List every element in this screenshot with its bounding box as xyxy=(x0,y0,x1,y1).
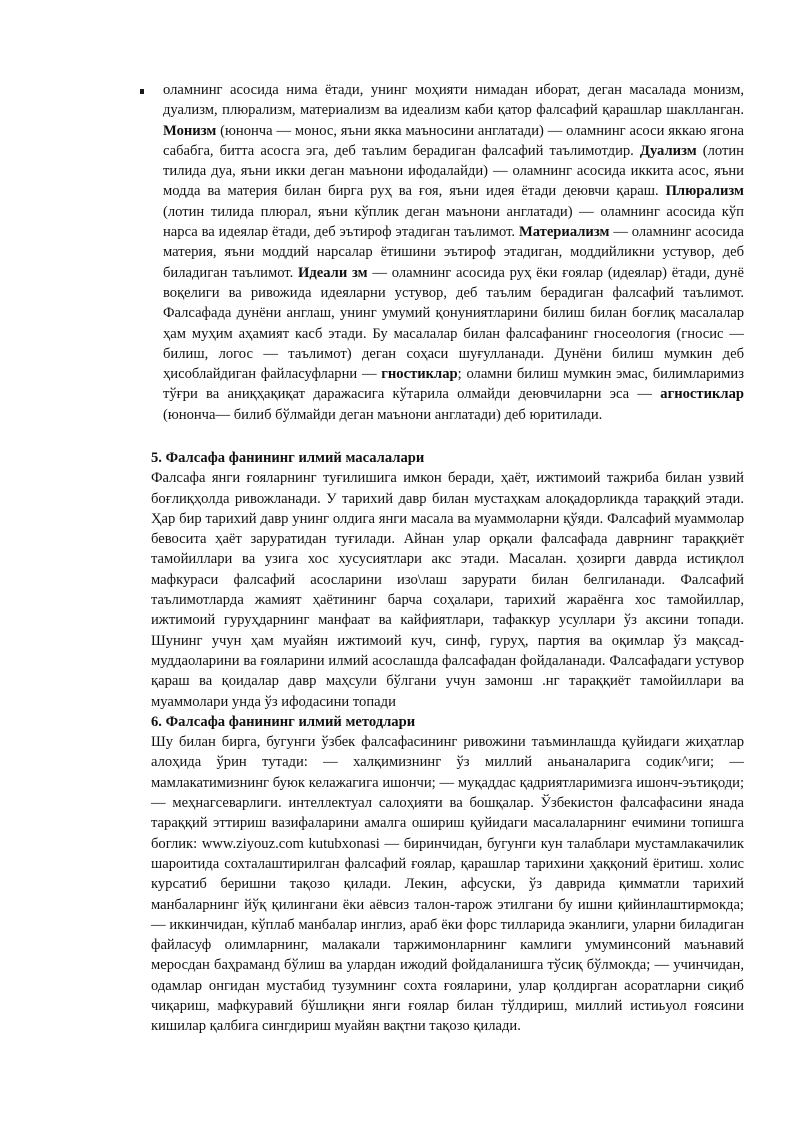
term-idealism: Идеали зм xyxy=(298,264,368,281)
section-6-body: Шу билан бирга, бугунги ўзбек фалсафасининг ривожини таъминлашда қуйидаги жиҳатлар алоҳида ўрин тутади: — халқимизнинг ўз миллий аньаналарига содик^иги; — мамлакатимизнинг буюк келажагига ишончи; — муқаддас қадриятларимизга ишонч-эътиқоди; — меҳнагсеварлиги. интеллектуал салоҳияти ва бошқалар. Ўзбекистон фалсафасини янада тараққий эттириш вазифаларини амалга ошириш қуйидаги масалаларнинг ечимини топишга боглик: www.ziyouz.com kutubxonasi — биринчидан, бугунги кун талаблари мустамлакачилик шароитида сохталаштирилган фалсафий ғоялар, қарашлар тарихини ҳаққоний ёритиш. холис курсатиб беришни тақозо қилади. Лекин, афсуски, ўз даврида қимматли тарихий манбаларнинг йўқ қилингани ёки аёвсиз талон-тарож этилгани бу ишни қийинлаштирмокда; — иккинчидан, кўплаб манбалар инглиз, араб ёки форс тилларида эканлиги, уларни биладиган файласуф олимларнинг, малакали таржимонларнинг камлиги умуминсоний маънавий меросдан баҳраманд бўлиш ва улардан ижодий фойдаланишга тўсиқ бўлмокда; — учинчидан, одамлар онгидан мустабид тузумнинг сохта ғояларини, улар қолдирган асоратларни сиқиб чиқариш, мафкуравий бўшлиқни янги ғоялар билан тўлдириш, миллий истиьуол ғоясини кишилар қалбига сингдириш муайян вақтни тақозо қилади. xyxy=(151,734,744,1035)
term-agnostics: агностиклар xyxy=(660,386,744,403)
bullet-paragraph: оламнинг асосида нима ётади, унинг моҳияти нимадан иборат, деган масалада монизм, дуализм, плюрализм, материализм ва идеализм каби қатор фалсафий қарашлар шаклланган. Монизм (юнонча — монос, яъни якка маъносини англатади) — оламнинг асоси яккаю ягона сабабга, битта асосга эга, деб таълим берадиган фалсафий таълимотдир. Дуализм (лотин тилида дуа, яъни икки деган маънони ифодалайди) — оламнинг асосида иккита асос, яъни модда ва материя билан бирга руҳ ва ғоя, яъни идея ётади деювчи қараш. Плюрализм (лотин тилида плюрал, яъни кўплик деган маънони англатади) — оламнинг асосида кўп нарса ва идеялар ётади, деб эътироф этадиган таълимот. Материализм — оламнинг асосида материя, яъни моддий нарсалар ётишини эътироф этадиган, моддийликни устувор, деб биладиган таълимот. Идеали зм — оламнинг асосида руҳ ёки ғоялар (идеялар) ётади, дунё воқелиги ва ривожида идеяларни устувор, деб таълим берадиган фалсафий таълимот. Фалсафада дунёни англаш, унинг умумий қонуниятларини билиш билан боғлиқ масалалар ҳам муҳим аҳамият касб этади. Бу масалалар билан фалсафанинг гносеология (гносис — билиш, логос — таълимот) деган соҳаси шуғулланади. Дунёни билиш мумкин деб ҳисоблайдиган файласуфларни — гностиклар; оламни билиш мумкин эмас, билимларимиз тўғри ва аниқҳақиқат даражасига кўтарила олмайди деювчиларни эса — агностиклар (юнонча— билиб бўлмайди деган маънони англатади) деб юритилади. xyxy=(163,82,744,423)
term-pluralism: Плюрализм xyxy=(665,183,744,200)
term-monism: Монизм xyxy=(163,122,217,139)
sections-container xyxy=(151,448,744,1037)
square-bullet-icon xyxy=(140,89,144,94)
term-gnostics: гностиклар xyxy=(381,366,458,383)
section-5-body: Фалсафа янги ғояларнинг туғилишига имкон беради, ҳаёт, ижтимоий тажриба билан узвий боғлиқҳолда ривожланади. У тарихий давр билан мустаҳкам алоқадорликда тараққий этади. Ҳар бир тарихий давр унинг олдига янги масала ва муаммоларни қўяди. Фалсафий муаммолар бевосита ҳаёт заруратидан туғилади. Айнан улар орқали фалсафада даврнинг тараққиёт тамойиллари ва узига хос хусусиятлари акс этади. Масалан. ҳозирги даврда истиқлол мафкураси фалсафий асосларини изо\лаш зарурати билан белгиланади. Фалсафий таълимотларда жамият ҳаётининг барча соҳалари, тарихий жараёнга хос тамойиллар, ижтимоий гуруҳдарнинг манфаат ва кайфиятлари, тафаккур усуллари ўз аксини топади. Шунинг учун ҳам муайян ижтимоий куч, синф, гуруҳ, партия ва оқимлар ўз мақсад-муддаоларини ва ғояларини илмий асослашда фалсафадан фойдаланади. Фалсафадаги устувор қараш ва қоидалар давр маҳсули бўлгани учун замонш .нг тараққиёт тамойиллари ва муаммолари унда ўз ифодасини топади xyxy=(151,470,744,710)
section-6-heading: 6. Фалсафа фанининг илмий методлари xyxy=(151,713,416,730)
bullet-list-item xyxy=(140,80,744,425)
term-materialism: Материализм xyxy=(518,224,610,241)
term-dualism: Дуализм xyxy=(639,142,697,159)
section-5-heading: 5. Фалсафа фанининг илмий масалалари xyxy=(151,450,425,466)
